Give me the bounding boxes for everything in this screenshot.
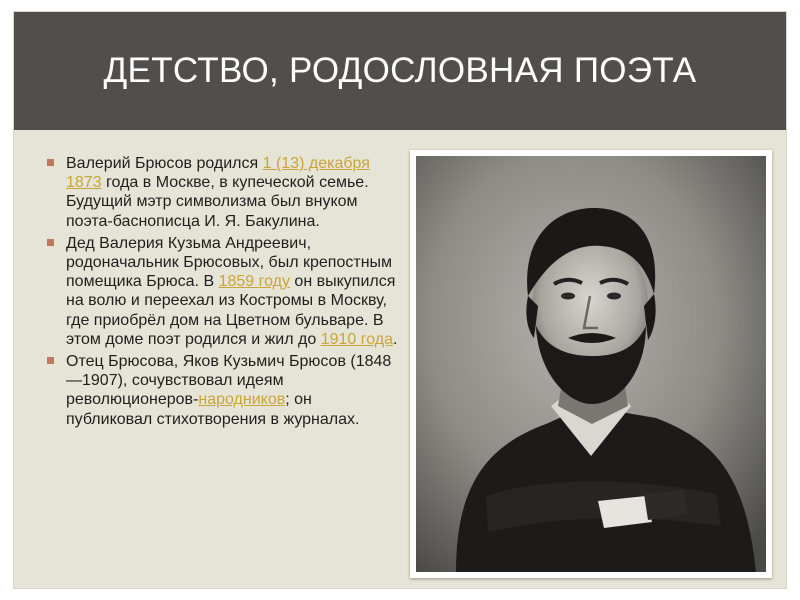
- bullet-list: [44, 154, 402, 432]
- bullet-square-icon: [47, 357, 54, 364]
- inline-link[interactable]: 1859 году: [218, 273, 290, 291]
- slide-title: ДЕТСТВО, РОДОСЛОВНАЯ ПОЭТА: [103, 51, 697, 90]
- bullet-item: [44, 154, 402, 231]
- bullet-text-segment: Валерий Брюсов родился: [66, 155, 263, 172]
- slide: [14, 12, 786, 588]
- inline-link[interactable]: народников: [198, 391, 286, 409]
- title-bar: [14, 12, 786, 130]
- portrait-photo: [416, 156, 766, 572]
- bullet-text-segment: .: [393, 330, 398, 348]
- inline-link[interactable]: 1873: [66, 174, 102, 192]
- bullet-text-segment: года в Москве, в купеческой семье. Будущий мэтр символизма был внуком поэта-баснописца И. Я. Бакулина.: [66, 174, 369, 230]
- bullet-text: [66, 155, 370, 230]
- bullet-text-segment: ; он публиковал стихотворения в журналах.: [66, 391, 360, 428]
- bullet-item: [44, 352, 402, 429]
- bullet-text: [66, 353, 391, 428]
- bullet-text: [66, 235, 397, 348]
- portrait-image: [416, 156, 766, 572]
- portrait-photo-frame: [410, 150, 772, 578]
- bullet-item: [44, 234, 402, 349]
- bullet-square-icon: [47, 239, 54, 246]
- bullet-text-segment: Дед Валерия Кузьма Андреевич, родоначальник Брюсовых, был крепостным помещика Брюса. В: [66, 234, 393, 291]
- inline-link[interactable]: 1910 года: [320, 330, 393, 348]
- bullet-text-segment: Отец Брюсова, Яков Кузьмич Брюсов (1848—1907), сочувствовал идеям революционеров-: [66, 353, 392, 409]
- bullet-square-icon: [47, 159, 54, 166]
- bullet-text-segment: он выкупился на волю и переехал из Костромы в Москву, где приобрёл дом на Цветном бульваре. В этом доме поэт родился и жил до: [66, 273, 396, 348]
- inline-link[interactable]: 1 (13) декабря: [262, 155, 370, 172]
